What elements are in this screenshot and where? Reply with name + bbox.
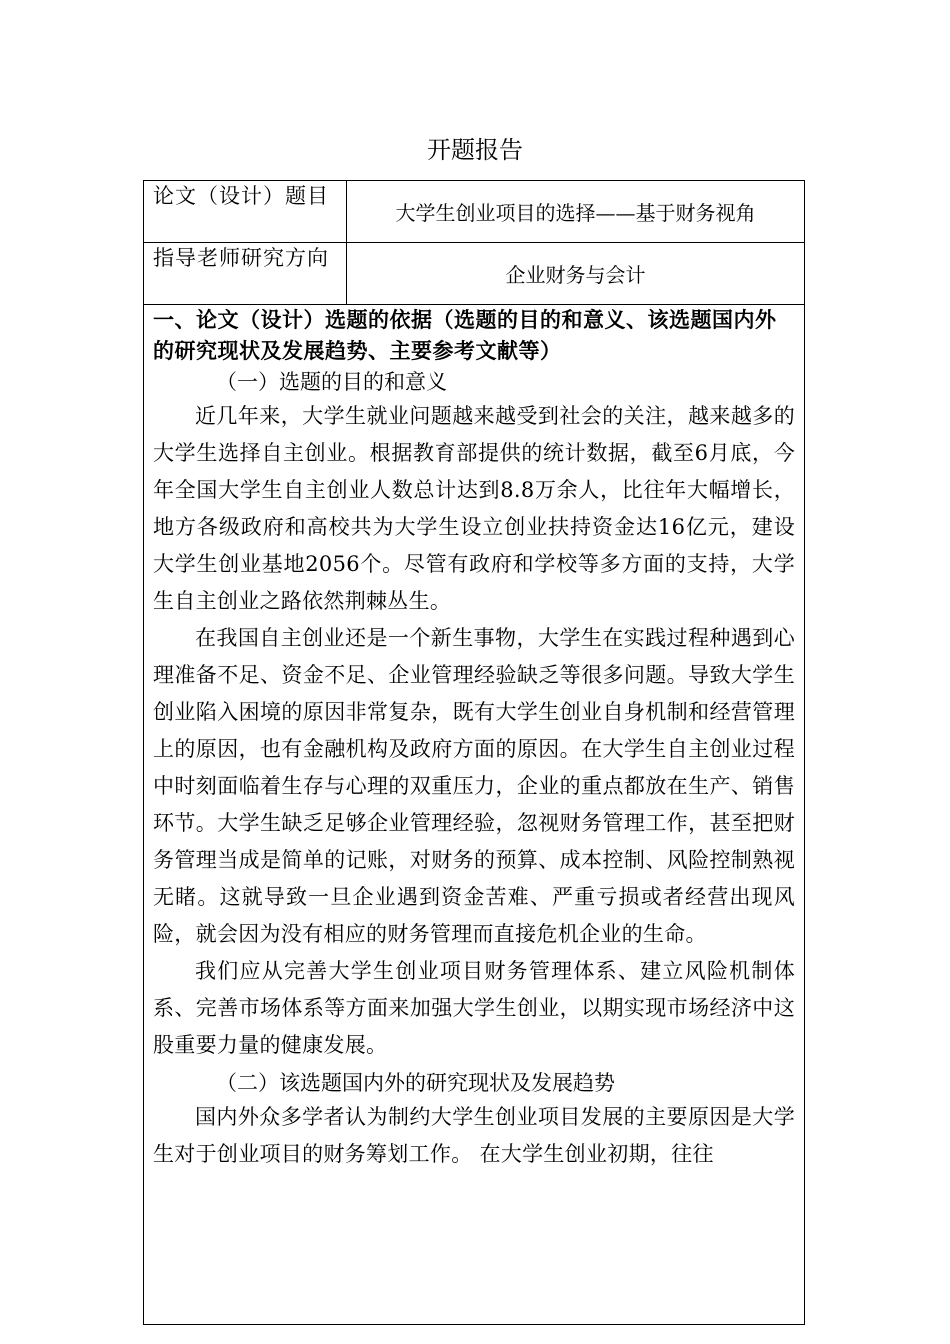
table-row-title xyxy=(144,181,805,243)
page-title: 开题报告 xyxy=(427,136,523,164)
thesis-title-value: 大学生创业项目的选择——基于财务视角 xyxy=(347,181,805,243)
table-row-content xyxy=(144,305,805,1325)
advisor-direction-label: 指导老师研究方向 xyxy=(144,243,347,305)
paragraph: 国内外众多学者认为制约大学生创业项目发展的主要原因是大学生对于创业项目的财务筹划工作。 在大学生创业初期，往往 xyxy=(153,1105,795,1166)
paragraph: 近几年来，大学生就业问题越来越受到社会的关注，越来越多的大学生选择自主创业。根据教育部提供的统计数据，截至6月底，今年全国大学生自主创业人数总计达到8.8万余人，比往年大幅增长，地方各级政府和高校共为大学生设立创业扶持资金达16亿元，建设大学生创业基地2056个。尽管有政府和学校等多方面的支持，大学生自主创业之路依然荆棘丛生。 xyxy=(153,404,795,613)
paragraph: 在我国自主创业还是一个新生事物，大学生在实践过程种遇到心理准备不足、资金不足、企业管理经验缺乏等很多问题。导致大学生创业陷入困境的原因非常复杂，既有大学生创业自身机制和经营管理上的原因，也有金融机构及政府方面的原因。在大学生自主创业过程中时刻面临着生存与心理的双重压力，企业的重点都放在生产、销售环节。大学生缺乏足够企业管理经验，忽视财务管理工作，甚至把财务管理当成是简单的记账，对财务的预算、成本控制、风险控制熟视无睹。这就导致一旦企业遇到资金苦难、严重亏损或者经营出现风险，就会因为没有相应的财务管理而直接危机企业的生命。 xyxy=(153,626,795,946)
advisor-direction-value: 企业财务与会计 xyxy=(347,243,805,305)
report-table xyxy=(143,180,805,1325)
subsection-heading-research-status: （二）该选题国内外的研究现状及发展趋势 xyxy=(216,1071,615,1095)
section-heading: 一、论文（设计）选题的依据（选题的目的和意义、该选题国内外的研究现状及发展趋势、主要参考文献等） xyxy=(153,308,777,363)
table-row-direction xyxy=(144,243,805,305)
thesis-title-label: 论文（设计）题目 xyxy=(144,181,347,243)
paragraph: 我们应从完善大学生创业项目财务管理体系、建立风险机制体系、完善市场体系等方面来加强大学生创业，以期实现市场经济中这股重要力量的健康发展。 xyxy=(153,959,795,1057)
content-cell xyxy=(144,305,805,1325)
subsection-heading-purpose: （一）选题的目的和意义 xyxy=(216,370,447,394)
